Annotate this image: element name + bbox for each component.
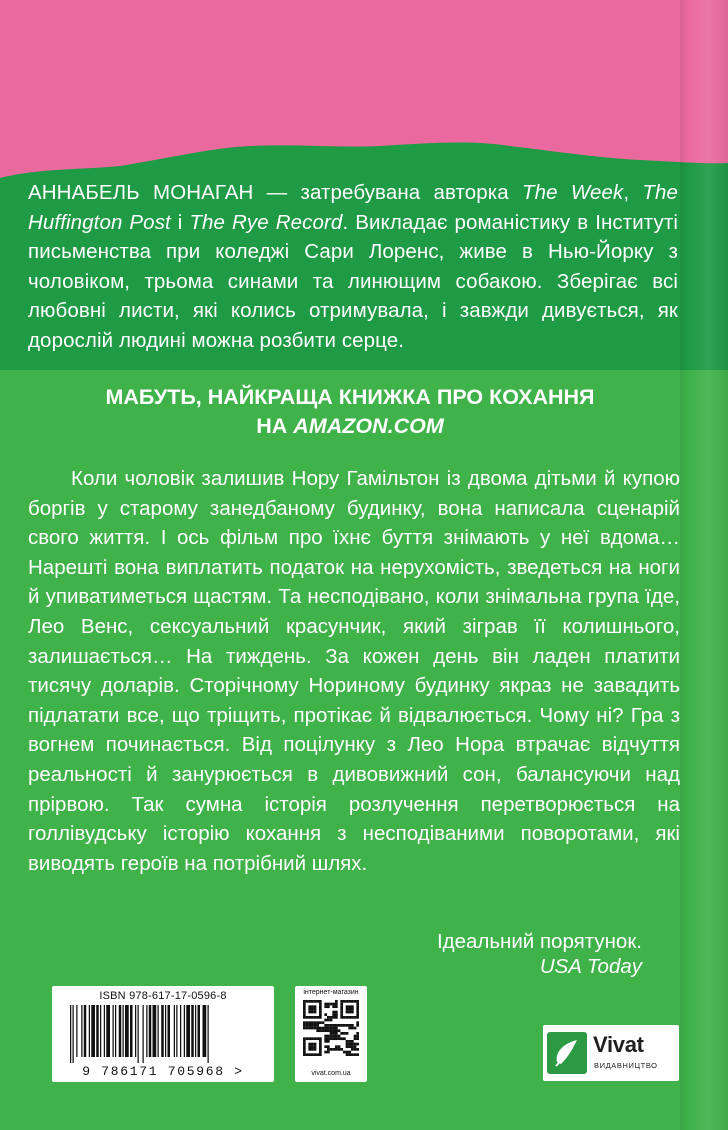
vivat-leaf-icon bbox=[547, 1032, 587, 1074]
barcode-bar bbox=[198, 1005, 201, 1057]
amazon-site: AMAZON.COM bbox=[293, 414, 444, 438]
barcode-bar bbox=[91, 1005, 95, 1057]
qr-label-bottom: vivat.com.ua bbox=[311, 1070, 351, 1077]
barcode-bar bbox=[123, 1005, 124, 1057]
barcode-bar bbox=[104, 1005, 105, 1057]
barcode-bar bbox=[186, 1005, 190, 1057]
review-quote bbox=[322, 929, 642, 979]
publisher-subtitle: ВИДАВНИЦТВО bbox=[594, 1061, 658, 1070]
barcode-bar bbox=[158, 1005, 159, 1057]
barcode-bar bbox=[113, 1005, 114, 1057]
publication-huffington-post: The Huffington Post bbox=[28, 181, 678, 234]
barcode-bar bbox=[84, 1005, 87, 1057]
headline-line-2: НА AMAZON.COM bbox=[256, 414, 444, 438]
barcode-bar bbox=[89, 1005, 90, 1057]
barcode-bar bbox=[146, 1005, 147, 1057]
barcode-bar bbox=[106, 1005, 110, 1057]
qr-code-block[interactable] bbox=[295, 986, 367, 1082]
barcode-bar bbox=[143, 1005, 144, 1063]
barcode-bar bbox=[73, 1005, 74, 1063]
qr-label-top: інтернет-магазин bbox=[303, 989, 359, 996]
isbn-barcode bbox=[52, 986, 274, 1082]
barcode-bar bbox=[203, 1005, 207, 1057]
barcode-bar bbox=[119, 1005, 122, 1057]
barcode-bars bbox=[64, 1005, 262, 1063]
barcode-bar bbox=[165, 1005, 166, 1057]
barcode-bar bbox=[81, 1005, 82, 1057]
barcode-digits: 9 786171 705968 > bbox=[82, 1064, 244, 1079]
qr-code-icon bbox=[303, 1000, 359, 1056]
barcode-bar bbox=[191, 1005, 194, 1057]
book-synopsis: Коли чоловік залишив Нору Гамільтон із двома дітьми й купою боргів у старому занедбаному будинку, вона написала сценарій свого життя. І ось фільм про їхнє буття знімають у неї вдома… Нарешті вона виплатить податок на нерухомість, зведеться на ноги й упиватиметься щастям. Та несподівано, коли знімальна група їде, Лео Венс, сексуальний красунчик, який зіграв її колишнього, залишається… На тиждень. За кожен день він ладен платити тисячу доларів. Сторічному Нориному будинку якраз не завадить підлатати все, що тріщить, протікає й відвалюється. Чому ні? Гра з вогнем починається. Від поцілунку з Лео Нора втрачає відчуття реальності й занурюється в дивовижний сон, балансуючи над прірвою. Так сумна історія розлучення перетворюється на голлівудську історію кохання з несподіваними поворотами, які виводять героїв на потрібний шлях. bbox=[28, 467, 680, 875]
barcode-bar bbox=[138, 1005, 139, 1063]
light-green-ground bbox=[0, 370, 728, 380]
promo-headline bbox=[40, 383, 660, 441]
barcode-bar bbox=[149, 1005, 152, 1057]
barcode-bar bbox=[168, 1005, 171, 1057]
barcode-bar bbox=[153, 1005, 157, 1057]
quote-text: Ідеальний порятунок. bbox=[436, 930, 642, 953]
barcode-bar bbox=[130, 1005, 133, 1057]
barcode-bar bbox=[184, 1005, 185, 1057]
barcode-bar bbox=[135, 1005, 136, 1057]
barcode-bar bbox=[100, 1005, 101, 1057]
barcode-bar bbox=[96, 1005, 99, 1057]
publisher-name: Vivat bbox=[593, 1032, 644, 1057]
isbn-number: ISBN 978-617-17-0596-8 bbox=[99, 990, 227, 1002]
barcode-bar bbox=[180, 1005, 181, 1057]
barcode-bar bbox=[176, 1005, 177, 1057]
barcode-bar bbox=[70, 1005, 71, 1063]
headline-line-1: МАБУТЬ, НАЙКРАЩА КНИЖКА ПРО КОХАННЯ bbox=[105, 385, 595, 409]
barcode-bar bbox=[174, 1005, 175, 1057]
barcode-bar bbox=[115, 1005, 116, 1057]
barcode-bar bbox=[208, 1005, 209, 1063]
barcode-bar bbox=[195, 1005, 196, 1057]
author-name: АННАБЕЛЬ МОНАГАН bbox=[28, 181, 254, 204]
publication-the-week: The Week bbox=[522, 181, 624, 204]
barcode-bar bbox=[161, 1005, 164, 1057]
publication-rye-record: The Rye Record bbox=[189, 210, 343, 234]
quote-source: USA Today bbox=[539, 955, 642, 978]
author-bio: АННАБЕЛЬ МОНАГАН — затребувана авторка The Week, The Huffington Post і The Rye Record. Викладає романістику в Інституті письменства при коледжі Сари Лоренс, живе в Нью-Йорку з чоловіком, трьома синами та линющим собакою. Зберігає всі любовні листи, які колись отримувала, і завжди дивується, як дорослій людині можна розбити серце. bbox=[28, 181, 679, 352]
barcode-bar bbox=[76, 1005, 77, 1057]
barcode-bar bbox=[125, 1005, 129, 1057]
publisher-logo bbox=[543, 1025, 679, 1081]
